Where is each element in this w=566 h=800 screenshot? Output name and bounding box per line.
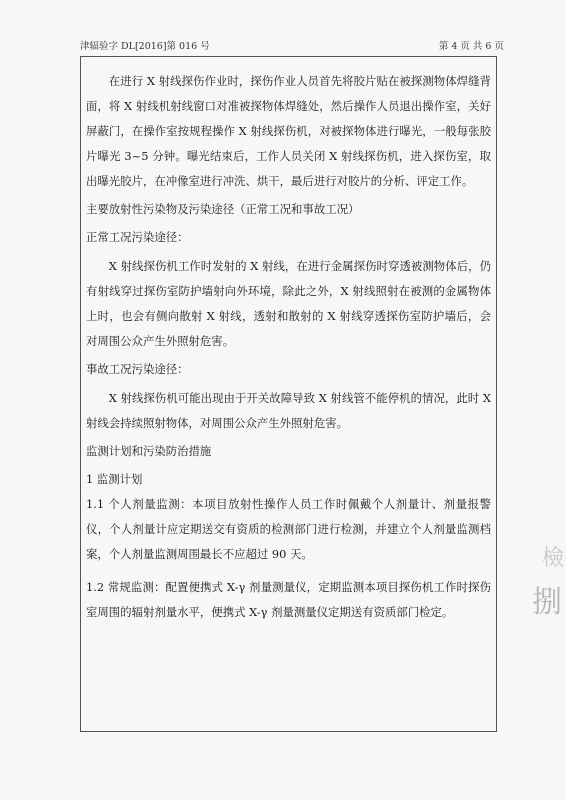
monitoring-plan-heading: 1 监测计划 [86, 472, 143, 486]
stamp-fragment-top: 檢 [541, 546, 564, 571]
accident-condition-heading: 事故工况污染途径： [86, 362, 189, 376]
normal-condition-paragraph: X 射线探伤机工作时发射的 X 射线，在进行金属探伤时穿透被测物体后，仍有射线穿过探伤室防护墙射向外环境，除此之外，X 射线照射在被测的金属物体上时，也会有侧向散射 X 射线，透射和散射的 X 射线穿透探伤室防护墙后，会对周围公众产生外照射危害。 [86, 259, 491, 348]
normal-condition-heading: 正常工况污染途径： [86, 230, 189, 244]
personal-dose-paragraph: 1.1 个人剂量监测：本项目放射性操作人员工作时佩戴个人剂量计、剂量报警仪，个人剂量计应定期送交有资质的检测部门进行检测，并建立个人剂量监测档案，个人剂量监测周围最长不应超过 90 天。 [86, 497, 491, 561]
routine-monitoring-paragraph: 1.2 常规监测：配置便携式 X-γ 剂量测量仪，定期监测本项目探伤机工作时探伤室周围的辐射剂量水平，便携式 X-γ 剂量测量仪定期送有资质部门检定。 [86, 580, 491, 619]
accident-condition-paragraph: X 射线探伤机可能出现由于开关故障导致 X 射线管不能停机的情况，此时 X 射线会持续照射物体，对周围公众产生外照射危害。 [86, 391, 491, 430]
stamp-edge-mark [532, 540, 566, 640]
process-paragraph: 在进行 X 射线探伤作业时，探伤作业人员首先将胶片贴在被探测物体焊缝背面，将 X 射线机射线窗口对准被探物体焊缝处，然后操作人员退出操作室，关好屏蔽门，在操作室按规程操作 X 射线探伤机，对被探物体进行曝光，一般每张胶片曝光 3~5 分钟。曝光结束后，工作人员关闭 X 射线探伤机，进入探伤室，取出曝光胶片，在冲像室进行冲洗、烘干，最后进行对胶片的分析、评定工作。 [86, 74, 491, 188]
pollution-heading: 主要放射性污染物及污染途径（正常工况和事故工况） [86, 202, 360, 216]
document-number: 津辐验字 DL[2016]第 016 号 [80, 41, 210, 52]
monitoring-heading: 监测计划和污染防治措施 [86, 444, 212, 458]
page-number: 第 4 页 共 6 页 [438, 41, 504, 52]
stamp-fragment-bottom: 捌 [532, 585, 562, 620]
content-frame [80, 56, 497, 732]
